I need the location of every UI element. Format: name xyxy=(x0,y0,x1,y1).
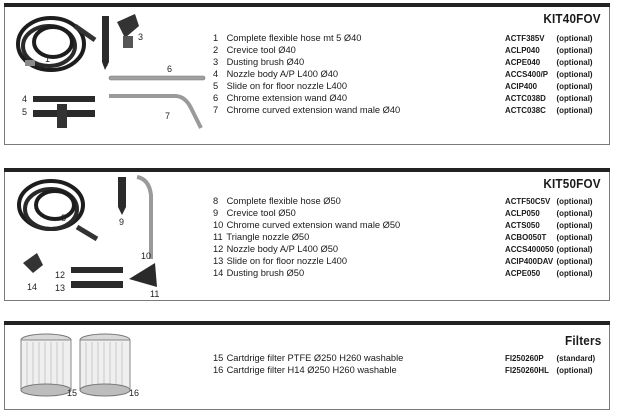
list-item xyxy=(213,195,400,207)
item-note: (optional) xyxy=(556,244,593,254)
item-code: ACTF385V xyxy=(505,33,545,43)
code-row xyxy=(505,243,593,255)
image-label: 9 xyxy=(119,217,125,227)
item-description: Dusting brush Ø50 xyxy=(226,268,305,278)
list-item xyxy=(213,92,400,104)
item-code: ACIP400 xyxy=(505,81,538,91)
item-number: 5 xyxy=(213,81,219,91)
floor-nozzle-image xyxy=(33,96,95,128)
code-row xyxy=(505,267,593,279)
item-number: 11 xyxy=(213,232,223,242)
kit40-panel xyxy=(4,3,610,145)
item-code: ACCS400050 xyxy=(505,244,554,254)
item-description: Chrome curved extension wand male Ø40 xyxy=(226,105,401,115)
image-label: 15 xyxy=(67,388,78,398)
item-description: Cartdrige filter H14 Ø250 H260 washable xyxy=(226,365,397,375)
item-number: 7 xyxy=(213,105,219,115)
item-number: 13 xyxy=(213,256,224,266)
filters-illustration xyxy=(5,322,211,410)
item-note: (optional) xyxy=(556,365,593,375)
list-item xyxy=(213,207,400,219)
item-number: 14 xyxy=(213,268,224,278)
kit40-item-list xyxy=(213,32,400,116)
item-description: Chrome curved extension wand male Ø50 xyxy=(226,220,401,230)
filters-item-list xyxy=(213,352,403,376)
item-number: 1 xyxy=(213,33,219,43)
list-item xyxy=(213,56,400,68)
list-item xyxy=(213,32,400,44)
image-label: 3 xyxy=(138,32,144,42)
cartridge-filter-image xyxy=(21,334,71,396)
list-item xyxy=(213,80,400,92)
kit40-code-list xyxy=(505,32,593,116)
list-item xyxy=(213,104,400,116)
image-label: 6 xyxy=(167,64,173,74)
item-description: Triangle nozzle Ø50 xyxy=(226,232,310,242)
item-code: FI250260P xyxy=(505,353,544,363)
floor-nozzle-image xyxy=(71,267,123,288)
list-item xyxy=(213,255,400,267)
item-code: ACPE050 xyxy=(505,268,541,278)
item-code: FI250260HL xyxy=(505,365,549,375)
image-label: 8 xyxy=(61,213,67,223)
code-row xyxy=(505,104,593,116)
curved-wand-image xyxy=(109,96,201,128)
flexible-hose-image xyxy=(19,181,97,239)
code-row xyxy=(505,207,593,219)
list-item xyxy=(213,68,400,80)
item-note: (optional) xyxy=(556,196,593,206)
item-number: 3 xyxy=(213,57,219,67)
item-number: 4 xyxy=(213,69,219,79)
list-item xyxy=(213,219,400,231)
item-description: Chrome extension wand Ø40 xyxy=(226,93,348,103)
code-row xyxy=(505,80,593,92)
item-code: ACBO050T xyxy=(505,232,547,242)
list-item xyxy=(213,243,400,255)
item-note: (optional) xyxy=(556,256,593,266)
image-label: 12 xyxy=(55,270,66,280)
curved-wand-image xyxy=(137,177,151,259)
kit50-item-list xyxy=(213,195,400,279)
list-item xyxy=(213,352,403,364)
filters-title: Filters xyxy=(564,333,601,348)
image-label: 7 xyxy=(165,111,171,121)
item-note: (optional) xyxy=(556,81,593,91)
dusting-brush-image xyxy=(23,253,43,273)
item-description: Crevice tool Ø40 xyxy=(226,45,296,55)
item-note: (optional) xyxy=(556,93,593,103)
crevice-tool-image xyxy=(118,177,126,215)
item-description: Complete flexible hose Ø50 xyxy=(226,196,341,206)
item-code: ACLP050 xyxy=(505,208,540,218)
item-description: Dusting brush Ø40 xyxy=(226,57,305,67)
image-label: 10 xyxy=(141,251,152,261)
triangle-nozzle-image xyxy=(129,263,157,287)
cartridge-filter-image xyxy=(80,334,130,396)
item-number: 16 xyxy=(213,365,224,375)
code-row xyxy=(505,352,595,364)
kit50-illustration xyxy=(5,169,211,301)
item-note: (optional) xyxy=(556,105,593,115)
image-label: 4 xyxy=(22,94,28,104)
image-label: 13 xyxy=(55,283,66,293)
image-label: 16 xyxy=(129,388,140,398)
item-code: ACTF50C5V xyxy=(505,196,551,206)
image-label: 14 xyxy=(27,282,38,292)
item-note: (optional) xyxy=(556,232,593,242)
item-note: (optional) xyxy=(556,57,593,67)
image-label: 1 xyxy=(45,54,51,64)
code-row xyxy=(505,44,593,56)
item-description: Crevice tool Ø50 xyxy=(226,208,296,218)
code-row xyxy=(505,56,593,68)
item-code: ACTC038C xyxy=(505,105,546,115)
filters-code-list xyxy=(505,352,595,376)
item-note: (optional) xyxy=(556,33,593,43)
kit50-panel xyxy=(4,168,610,301)
list-item xyxy=(213,231,400,243)
kit40-illustration xyxy=(5,4,211,144)
code-row xyxy=(505,92,593,104)
item-note: (optional) xyxy=(556,69,593,79)
code-row xyxy=(505,32,593,44)
item-code: ACLP040 xyxy=(505,45,540,55)
image-label: 5 xyxy=(22,107,28,117)
item-description: Slide on for floor nozzle L400 xyxy=(226,256,348,266)
item-description: Nozzle body A/P L400 Ø40 xyxy=(226,69,339,79)
code-row xyxy=(505,68,593,80)
item-code: ACPE040 xyxy=(505,57,541,67)
item-note: (optional) xyxy=(556,45,593,55)
list-item xyxy=(213,267,400,279)
item-description: Cartdrige filter PTFE Ø250 H260 washable xyxy=(226,353,404,363)
filters-panel xyxy=(4,321,610,410)
image-label: 2 xyxy=(103,58,109,68)
code-row xyxy=(505,364,595,376)
item-note: (optional) xyxy=(556,268,593,278)
image-label: 11 xyxy=(150,289,160,299)
kit40-title: KIT40FOV xyxy=(543,11,601,26)
flexible-hose-image xyxy=(18,18,95,70)
list-item xyxy=(213,44,400,56)
item-number: 9 xyxy=(213,208,219,218)
dusting-brush-image xyxy=(117,14,139,48)
item-number: 6 xyxy=(213,93,219,103)
item-description: Nozzle body A/P L400 Ø50 xyxy=(226,244,339,254)
item-code: ACTC038D xyxy=(505,93,546,103)
item-description: Complete flexible hose mt 5 Ø40 xyxy=(226,33,362,43)
kit50-title: KIT50FOV xyxy=(543,176,601,191)
item-note: (standard) xyxy=(556,353,596,363)
code-row xyxy=(505,195,593,207)
item-number: 10 xyxy=(213,220,224,230)
item-code: ACCS400/P xyxy=(505,69,549,79)
item-number: 8 xyxy=(213,196,219,206)
item-code: ACTS050 xyxy=(505,220,540,230)
item-description: Slide on for floor nozzle L400 xyxy=(226,81,348,91)
extension-wand-image xyxy=(109,76,205,80)
item-number: 12 xyxy=(213,244,224,254)
list-item xyxy=(213,364,403,376)
item-note: (optional) xyxy=(556,220,593,230)
item-note: (optional) xyxy=(556,208,593,218)
item-number: 2 xyxy=(213,45,219,55)
item-code: ACIP400DAV xyxy=(505,256,554,266)
kit50-code-list xyxy=(505,195,593,279)
code-row xyxy=(505,219,593,231)
code-row xyxy=(505,231,593,243)
item-number: 15 xyxy=(213,353,224,363)
code-row xyxy=(505,255,593,267)
